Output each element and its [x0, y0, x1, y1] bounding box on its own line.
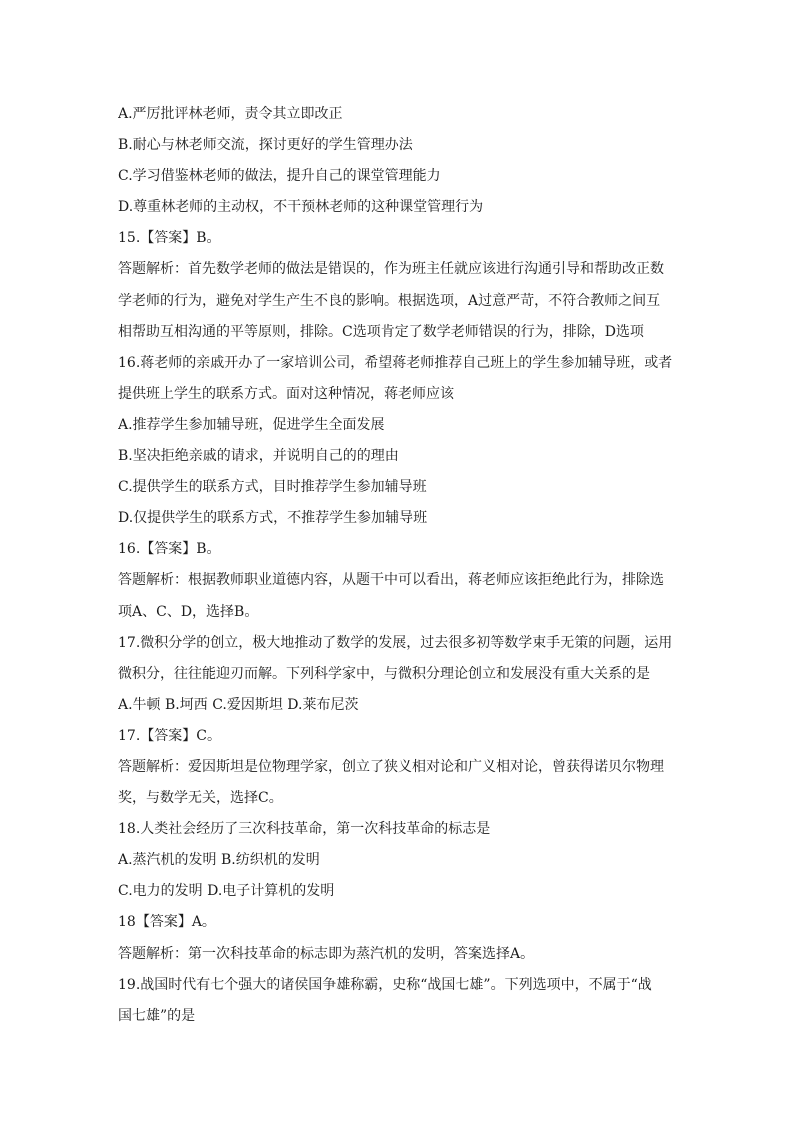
option-16-c: C.提供学生的联系方式，目时推荐学生参加辅导班 [118, 479, 427, 496]
answer-16: 16.【答案】B。 [118, 541, 221, 558]
option-16-b: B.坚决拒绝亲戚的请求，并说明自己的的理由 [118, 448, 399, 465]
option-15-b: B.耐心与林老师交流，探讨更好的学生管理办法 [118, 137, 413, 154]
options-18-ab: A.蒸汽机的发明 B.纺织机的发明 [118, 852, 320, 869]
answer-18: 18【答案】A。 [118, 914, 216, 931]
explanation-17-line-2: 奖，与数学无关，选择C。 [118, 790, 283, 807]
explanation-18: 答题解析：第一次科技革命的标志即为蒸汽机的发明，答案选择A。 [118, 945, 535, 962]
question-17-line-1: 17.微积分学的创立，极大地推动了数学的发展，过去很多初等数学束手无策的问题，运用 [118, 634, 673, 651]
explanation-16-line-2: 项A、C、D，选择B。 [118, 603, 259, 620]
answer-17: 17.【答案】C。 [118, 727, 221, 744]
option-16-a: A.推荐学生参加辅导班，促进学生全面发展 [118, 416, 385, 433]
explanation-17-line-1: 答题解析：爱因斯坦是位物理学家，创立了狭义相对论和广义相对论，曾获得诺贝尔物理 [118, 758, 664, 775]
question-16-line-2: 提供班上学生的联系方式。面对这种情况，蒋老师应该 [118, 385, 454, 402]
document-body [118, 99, 678, 1032]
explanation-15-line-3: 相帮助互相沟通的平等原则，排除。C选项肯定了数学老师错误的行为，排除，D选项 [118, 323, 644, 340]
answer-15: 15.【答案】B。 [118, 230, 221, 247]
options-17: A.牛顿 B.坷西 C.爱因斯坦 D.莱布尼茨 [118, 696, 359, 713]
question-16-line-1: 16.蒋老师的亲戚开办了一家培训公司，希望蒋老师推荐自己班上的学生参加辅导班，或者 [118, 354, 673, 371]
question-19-line-2: 国七雄”的是 [118, 1007, 196, 1024]
explanation-16-line-1: 答题解析：根据教师职业道德内容，从题干中可以看出，蒋老师应该拒绝此行为，排除选 [118, 572, 664, 589]
option-15-c: C.学习借鉴林老师的做法，提升自己的课堂管理能力 [118, 168, 441, 185]
question-17-line-2: 微积分，往往能迎刃而解。下列科学家中，与微积分理论创立和发展没有重大关系的是 [118, 665, 650, 682]
explanation-15-line-2: 学老师的行为，避免对学生产生不良的影响。根据选项，A过意严苛，不符合教师之间互 [118, 292, 661, 309]
question-18: 18.人类社会经历了三次科技革命，第一次科技革命的标志是 [118, 821, 491, 838]
option-15-d: D.尊重林老师的主动权，不干预林老师的这种课堂管理行为 [118, 199, 484, 216]
option-15-a: A.严厉批评林老师，责令其立即改正 [118, 106, 343, 122]
explanation-15-line-1: 答题解析：首先数学老师的做法是错误的，作为班主任就应该进行沟通引导和帮助改正数 [118, 261, 664, 278]
option-16-d: D.仅提供学生的联系方式，不推荐学生参加辅导班 [118, 510, 428, 527]
options-18-cd: C.电力的发明 D.电子计算机的发明 [118, 883, 335, 900]
question-19-line-1: 19.战国时代有七个强大的诸侯国争雄称霸，史称“战国七雄”。下列选项中，不属于“战 [118, 976, 652, 993]
